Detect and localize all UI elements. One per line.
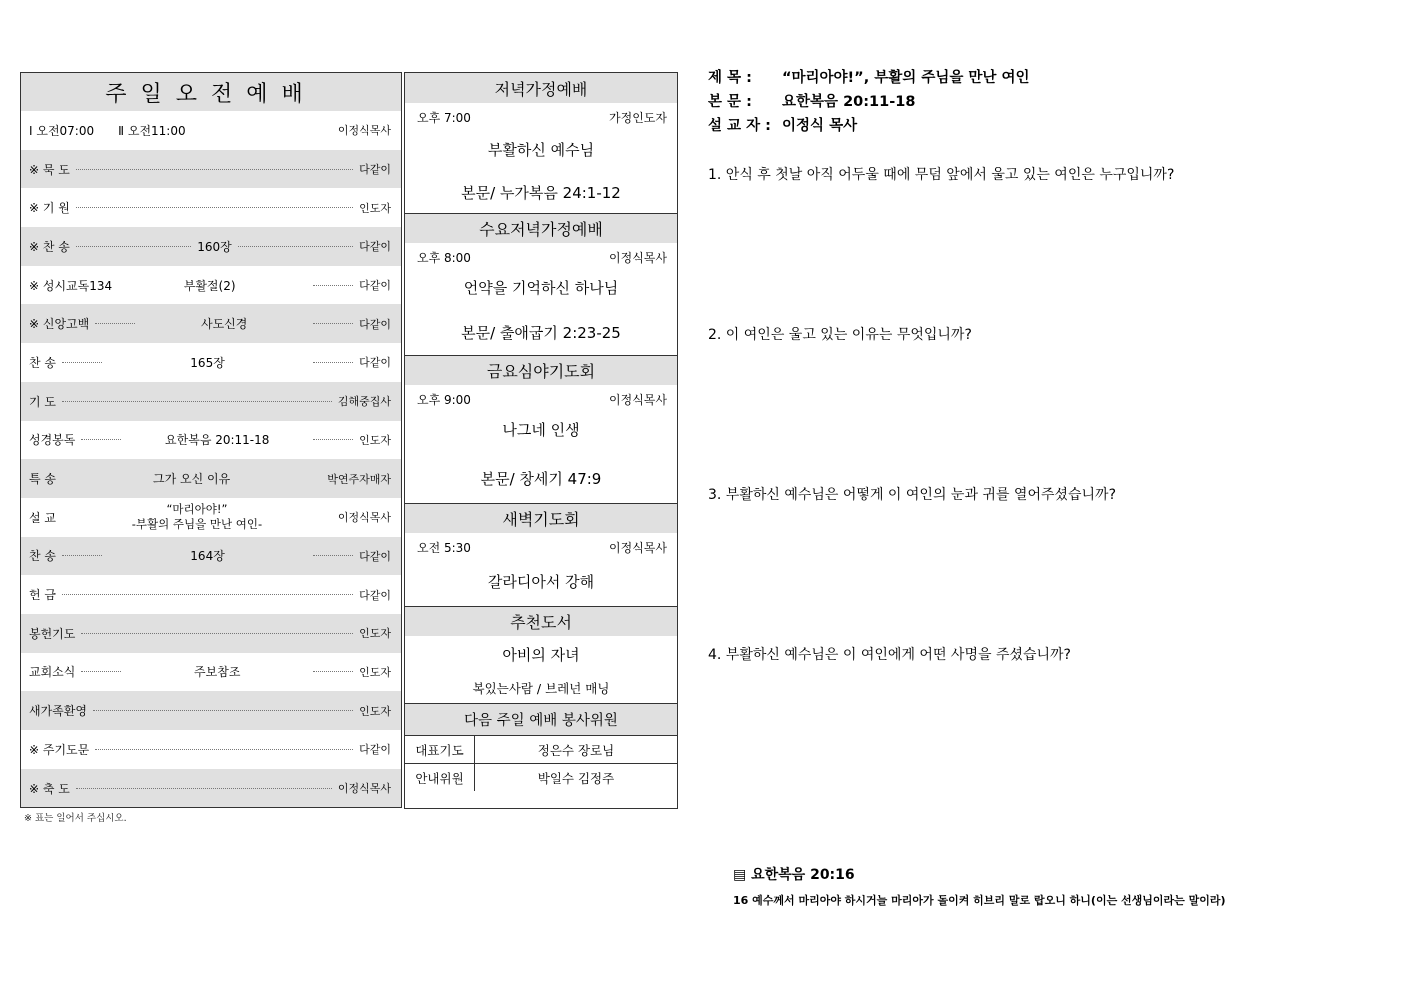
dotted-leader [313,555,353,556]
verse-text: 16 예수께서 마리아야 하시거늘 마리아가 돌이켜 히브리 말로 랍오니 하니(이는 선생님이라는 말이라) [733,894,1226,907]
order-row-church-news [21,653,401,692]
order-detail: 164장 [190,549,225,564]
service-title: 새벽기도회 [405,503,677,533]
sermon-title: “마리아야!” [166,502,228,517]
sermon-title-value: “마리아야!”, 부활의 주님을 만난 여인 [782,70,1030,86]
order-label: ※ 축 도 [29,781,70,796]
dotted-leader [95,749,353,750]
volunteers-table [405,735,677,791]
volunteer-role: 안내위원 [405,763,475,791]
order-row-hymn-3 [21,537,401,576]
dotted-leader [313,323,353,324]
sermon-preacher-line [708,114,1029,138]
order-label: 찬 송 [29,549,56,564]
question-3: 3. 부활하신 예수님은 어떻게 이 여인의 눈과 귀를 열어주셨습니까? [708,487,1117,503]
sermon-text-label: 본 문 : [708,94,752,110]
service-leader: 이정식목사 [609,541,667,555]
service-time-1: Ⅰ 오전07:00 [29,123,95,138]
sermon-text-line [708,90,1029,114]
volunteer-names: 정은수 장로님 [475,735,677,763]
dotted-leader [81,439,121,440]
service-text: 본문/ 창세기 47:9 [480,470,602,488]
sermon-detail [56,502,338,532]
order-who: 인도자 [359,627,391,641]
sermon-text-value: 요한복음 20:11-18 [782,94,916,110]
volunteer-names: 박일수 김정주 [475,763,677,791]
service-title: 수요저녁가정예배 [405,213,677,243]
sermon-title-line [708,66,1029,90]
services-column [404,72,678,809]
dotted-leader [76,169,353,170]
order-detail: 사도신경 [200,317,248,332]
service-time: 오후 9:00 [417,393,471,407]
order-row-scripture [21,421,401,460]
dotted-leader [62,594,353,595]
sunday-service-title: 주일오전예배 [21,73,401,111]
service-text: 본문/ 누가복음 24:1-12 [461,184,621,202]
order-label: 봉헌기도 [29,626,76,641]
order-detail: 165장 [190,355,225,370]
order-label: 기 도 [29,394,56,409]
dotted-leader [313,439,353,440]
sermon-subtitle: -부활의 주님을 만난 여인- [131,517,263,532]
order-row-special-song [21,459,401,498]
order-row-silent-prayer [21,150,401,189]
volunteers-title: 다음 주일 예배 봉사위원 [405,703,677,735]
verse-reference: ▤ 요한복음 20:16 [733,867,855,883]
order-row-responsive-reading [21,266,401,305]
dotted-leader [313,362,353,363]
order-who: 다같이 [359,743,391,757]
order-who: 인도자 [359,433,391,447]
order-who: 인도자 [359,665,391,679]
service-time: 오후 7:00 [417,111,471,125]
order-who: 다같이 [359,549,391,563]
dotted-leader [313,671,353,672]
order-who: 박연주자매자 [327,472,391,486]
dotted-leader [95,323,135,324]
order-who: 김해중집사 [337,395,391,409]
service-title: 금요심야기도회 [405,355,677,385]
order-detail: 요한복음 20:11-18 [165,433,270,448]
service-text: 본문/ 출애굽기 2:23-25 [461,324,621,342]
dotted-leader [62,555,102,556]
order-who: 다같이 [359,356,391,370]
order-row-creed [21,304,401,343]
dotted-leader [238,246,353,247]
order-row-sermon [21,498,401,537]
order-label: 교회소식 [29,665,76,680]
service-leader: 이정식목사 [337,124,391,138]
order-label: ※ 성시교독134 [29,278,113,293]
service-time: 오후 8:00 [417,251,471,265]
service-meta [405,533,677,555]
order-row-prayer [21,382,401,421]
sunday-service-table [20,72,402,808]
book-name: 아비의 자녀 [502,646,580,664]
service-times-row [21,111,401,150]
order-detail: 그가 오신 이유 [153,472,231,487]
book-author: 복있는사람 / 브레넌 매닝 [472,681,610,696]
order-who: 인도자 [359,201,391,215]
dotted-leader [81,671,121,672]
order-label: ※ 주기도문 [29,742,90,757]
order-label: 찬 송 [29,355,56,370]
question-1: 1. 안식 후 첫날 아직 어두울 때에 무덤 앞에서 울고 있는 여인은 누구입니까? [708,167,1175,183]
sermon-title-label: 제 목 : [708,70,752,86]
service-meta [405,103,677,125]
order-row-benediction [21,769,401,808]
order-label: 성경봉독 [29,433,76,448]
order-label: ※ 묵 도 [29,162,70,177]
service-time: 오전 5:30 [417,541,471,555]
dotted-leader [81,633,353,634]
order-row-hymn-2 [21,343,401,382]
order-label: 새가족환영 [29,704,87,719]
question-4: 4. 부활하신 예수님은 이 여인에게 어떤 사명을 주셨습니까? [708,647,1071,663]
sermon-info [708,66,1029,138]
sermon-preacher-value: 이정식 목사 [782,118,858,134]
dotted-leader [76,246,191,247]
dotted-leader [76,788,332,789]
order-who: 이정식목사 [337,782,391,796]
order-row-offering [21,575,401,614]
order-detail: 부활절(2) [183,278,236,293]
order-label: 설 교 [29,510,56,525]
order-row-invocation [21,188,401,227]
dotted-leader [62,401,332,402]
order-detail: 주보참조 [194,665,241,680]
order-label: 특 송 [29,472,56,487]
service-leader: 이정식목사 [609,251,667,265]
order-who: 다같이 [359,588,391,602]
service-meta [405,385,677,407]
key-verse [733,864,1226,908]
standing-footnote: ※ 표는 일어서 주십시오. [24,813,127,824]
order-who: 다같이 [359,317,391,331]
order-row-lords-prayer [21,730,401,769]
order-label: ※ 기 원 [29,201,70,216]
dotted-leader [313,285,353,286]
order-label: 헌 금 [29,588,56,603]
order-label: ※ 신앙고백 [29,317,90,332]
service-leader: 이정식목사 [609,393,667,407]
service-theme: 부활하신 예수님 [487,141,595,159]
service-theme: 갈라디아서 강해 [487,573,595,591]
sermon-preacher-label: 설 교 자 : [708,118,771,134]
order-who: 다같이 [359,163,391,177]
order-who: 인도자 [359,704,391,718]
order-label: ※ 찬 송 [29,239,70,254]
volunteer-role: 대표기도 [405,735,475,763]
service-meta [405,243,677,265]
order-who: 다같이 [359,240,392,254]
order-row-offering-prayer [21,614,401,653]
order-who: 이정식목사 [337,511,391,525]
question-2: 2. 이 여인은 울고 있는 이유는 무엇입니까? [708,327,972,343]
order-who: 다같이 [359,279,391,293]
dotted-leader [93,710,353,711]
dotted-leader [76,207,353,208]
service-leader: 가정인도자 [609,111,667,125]
order-row-welcome [21,691,401,730]
order-detail: 160장 [197,239,232,254]
books-title: 추천도서 [405,606,677,636]
service-time-2: Ⅱ 오전11:00 [118,123,186,138]
service-title: 저녁가정예배 [405,73,677,103]
order-row-hymn-1 [21,227,401,266]
service-theme: 나그네 인생 [502,421,580,439]
service-theme: 언약을 기억하신 하나님 [463,279,619,297]
dotted-leader [62,362,102,363]
